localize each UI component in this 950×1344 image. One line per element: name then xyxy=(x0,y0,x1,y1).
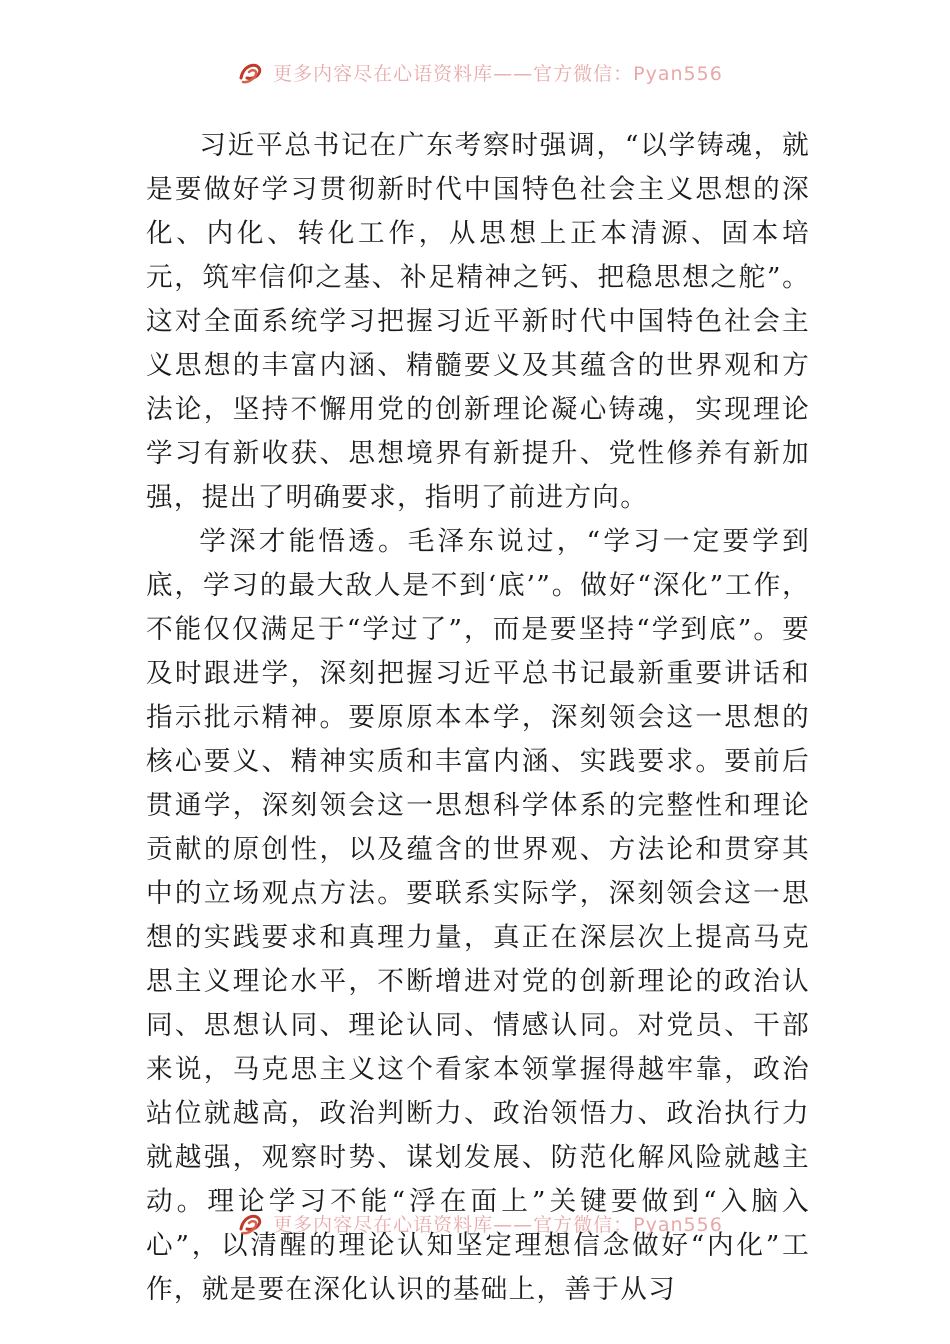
brand-logo-icon xyxy=(237,58,265,86)
footer-watermark-group xyxy=(237,1209,723,1237)
document-body xyxy=(146,124,810,1312)
header-watermark xyxy=(0,52,950,92)
paragraph: 学深才能悟透。毛泽东说过，“学习一定要学到底，学习的最大敌人是不到‘底’”。做好“深化”工作，不能仅仅满足于“学过了”，而是要坚持“学到底”。要及时跟进学，深刻把握习近平总书记最新重要讲话和指示批示精神。要原原本本学，深刻领会这一思想的核心要义、精神实质和丰富内涵、实践要求。要前后贯通学，深刻领会这一思想科学体系的完整性和理论贡献的原创性，以及蕴含的世界观、方法论和贯穿其中的立场观点方法。要联系实际学，深刻领会这一思想的实践要求和真理力量，真正在深层次上提高马克思主义理论水平，不断增进对党的创新理论的政治认同、思想认同、理论认同、情感认同。对党员、干部来说，马克思主义这个看家本领掌握得越牢靠，政治站位就越高，政治判断力、政治领悟力、政治执行力就越强，观察时势、谋划发展、防范化解风险就越主动。理论学习不能“浮在面上”关键要做到“入脑入心”，以清醒的理论认知坚定理想信念做好“内化”工作，就是要在深化认识的基础上，善于从习 xyxy=(146,526,810,1305)
footer-watermark-text: 更多内容尽在心语资料库——官方微信：Pyan556 xyxy=(273,1213,723,1236)
footer-watermark xyxy=(0,1203,950,1243)
header-watermark-group xyxy=(237,58,723,86)
header-watermark-text: 更多内容尽在心语资料库——官方微信：Pyan556 xyxy=(273,62,723,85)
brand-logo-icon xyxy=(237,1209,265,1237)
paragraph: 习近平总书记在广东考察时强调，“以学铸魂，就是要做好学习贯彻新时代中国特色社会主义思想的深化、内化、转化工作，从思想上正本清源、固本培元，筑牢信仰之基、补足精神之钙、把稳思想之舵”。这对全面系统学习把握习近平新时代中国特色社会主义思想的丰富内涵、精髓要义及其蕴含的世界观和方法论，坚持不懈用党的创新理论凝心铸魂，实现理论学习有新收获、思想境界有新提升、党性修养有新加强，提出了明确要求，指明了前进方向。 xyxy=(146,130,810,513)
